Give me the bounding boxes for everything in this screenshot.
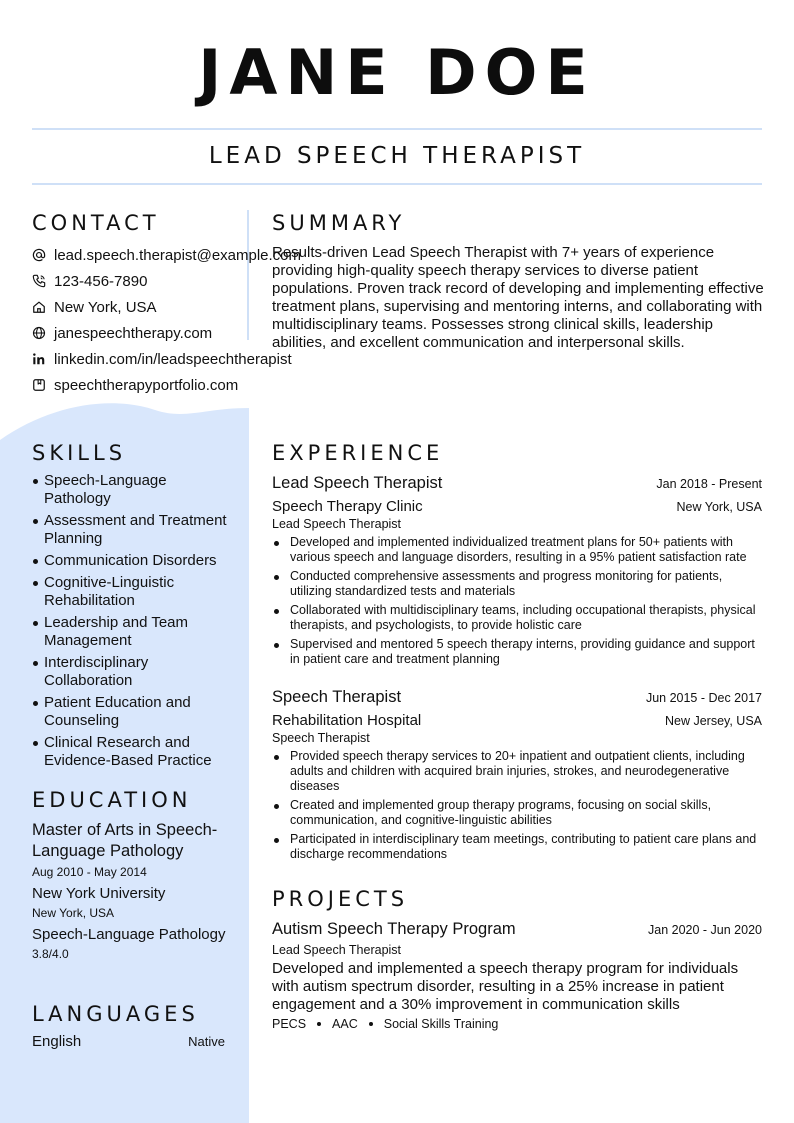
education-dates: Aug 2010 - May 2014 [32, 865, 147, 879]
education-field: Speech-Language Pathology [32, 926, 226, 943]
education-school: New York University [32, 885, 166, 902]
language-name: English [32, 1033, 82, 1050]
education-heading: EDUCATION [32, 788, 192, 812]
job-role: Speech Therapist [272, 731, 370, 745]
experience-entry [272, 474, 762, 671]
at-icon [32, 248, 54, 262]
project-role: Lead Speech Therapist [272, 943, 402, 957]
header-bottom-divider [32, 183, 762, 185]
project-tag: Social Skills Training [383, 1017, 499, 1031]
job-location: New Jersey, USA [664, 714, 762, 728]
project-description: Developed and implemented a speech therapy program for individuals with autism spectrum disorder, resulting in a 25% increase in patient engagement and a 30% improvement in communication skills [272, 960, 739, 1013]
skill-item: Leadership and Team Management [32, 614, 232, 650]
job-bullet: Supervised and mentored 5 speech therapy interns, providing guidance and support in patient care and treatment planning [272, 637, 762, 667]
contact-phone-text: 123-456-7890 [54, 272, 148, 290]
skills-list [32, 472, 232, 774]
project-title: Autism Speech Therapy Program [272, 920, 516, 938]
job-bullet: Created and implemented group therapy programs, focusing on social skills, communication, and cognitive-linguistic abilities [272, 798, 762, 828]
home-icon [32, 300, 54, 314]
job-bullet: Conducted comprehensive assessments and progress monitoring for patients, utilizing standardized tests and materials [272, 569, 762, 599]
skill-item: Communication Disorders [32, 552, 232, 570]
job-title: Lead Speech Therapist [272, 474, 443, 492]
projects-heading: PROJECTS [272, 887, 409, 911]
contact-email-text: lead.speech.therapist@example.com [54, 246, 302, 264]
project-tag: PECS [272, 1017, 307, 1031]
job-company: Rehabilitation Hospital [272, 712, 422, 729]
project-tags [272, 1017, 762, 1031]
project-dates: Jan 2020 - Jun 2020 [648, 923, 762, 937]
job-bullet: Collaborated with multidisciplinary teams, including occupational therapists, physical therapists, and psychologists, to provide holistic care [272, 603, 762, 633]
experience-heading: EXPERIENCE [272, 441, 444, 465]
tag-separator [317, 1022, 321, 1026]
language-level: Native [188, 1034, 225, 1049]
education-gpa: 3.8/4.0 [32, 947, 69, 961]
project-entry [272, 920, 762, 1031]
skill-item: Interdisciplinary Collaboration [32, 654, 232, 690]
linkedin-icon [32, 352, 54, 366]
project-tag: AAC [332, 1017, 358, 1031]
skill-item: Clinical Research and Evidence-Based Practice [32, 734, 232, 770]
job-title-heading: LEAD SPEECH THERAPIST [208, 143, 586, 169]
skill-item: Patient Education and Counseling [32, 694, 232, 730]
skill-item: Cognitive-Linguistic Rehabilitation [32, 574, 232, 610]
job-location: New York, USA [676, 500, 762, 514]
globe-icon [32, 326, 54, 340]
job-dates: Jan 2018 - Present [656, 477, 762, 491]
summary-text: Results-driven Lead Speech Therapist with 7+ years of experience providing high-quality speech therapy services to diverse patient populations. Proven track record of developing and implementing effective treatment plans, supervising and mentoring interns, and collaborating with multidisciplinary teams. Possesses strong clinical skills, leadership abilities, and excellent communication and interpersonal skills. [272, 244, 764, 351]
skill-item: Speech-Language Pathology [32, 472, 232, 508]
portfolio-icon [32, 378, 54, 392]
contact-portfolio-text: speechtherapyportfolio.com [54, 376, 239, 394]
summary-heading: SUMMARY [272, 211, 406, 235]
candidate-name: JANE DOE [198, 36, 596, 109]
tag-separator [369, 1022, 373, 1026]
phone-icon [32, 274, 54, 288]
languages-heading: LANGUAGES [32, 1002, 199, 1026]
contact-heading: CONTACT [32, 211, 160, 235]
education-entry [32, 820, 237, 962]
skills-heading: SKILLS [32, 441, 127, 465]
contact-linkedin-text: linkedin.com/in/leadspeechtherapist [54, 350, 292, 368]
education-degree: Master of Arts in Speech-Language Pathology [32, 821, 218, 860]
job-title: Speech Therapist [272, 688, 402, 706]
job-bullet: Participated in interdisciplinary team meetings, contributing to patient care plans and discharge recommendations [272, 832, 762, 862]
contact-location-text: New York, USA [54, 298, 157, 316]
job-bullet: Developed and implemented individualized treatment plans for 50+ patients with various speech and language disorders, resulting in a 95% patient satisfaction rate [272, 535, 762, 565]
experience-entry [272, 688, 762, 866]
header-top-divider [32, 128, 762, 130]
job-bullet: Provided speech therapy services to 20+ inpatient and outpatient clients, including adults and children with acquired brain injuries, strokes, and neurodegenerative diseases [272, 749, 762, 794]
education-location: New York, USA [32, 906, 115, 920]
contact-portfolio[interactable] [32, 372, 332, 398]
job-company: Speech Therapy Clinic [272, 498, 423, 515]
job-bullets [272, 749, 762, 862]
language-item [32, 1033, 225, 1050]
job-role: Lead Speech Therapist [272, 517, 402, 531]
job-bullets [272, 535, 762, 667]
skill-item: Assessment and Treatment Planning [32, 512, 232, 548]
job-dates: Jun 2015 - Dec 2017 [645, 691, 762, 705]
contact-website-text: janespeechtherapy.com [54, 324, 213, 342]
